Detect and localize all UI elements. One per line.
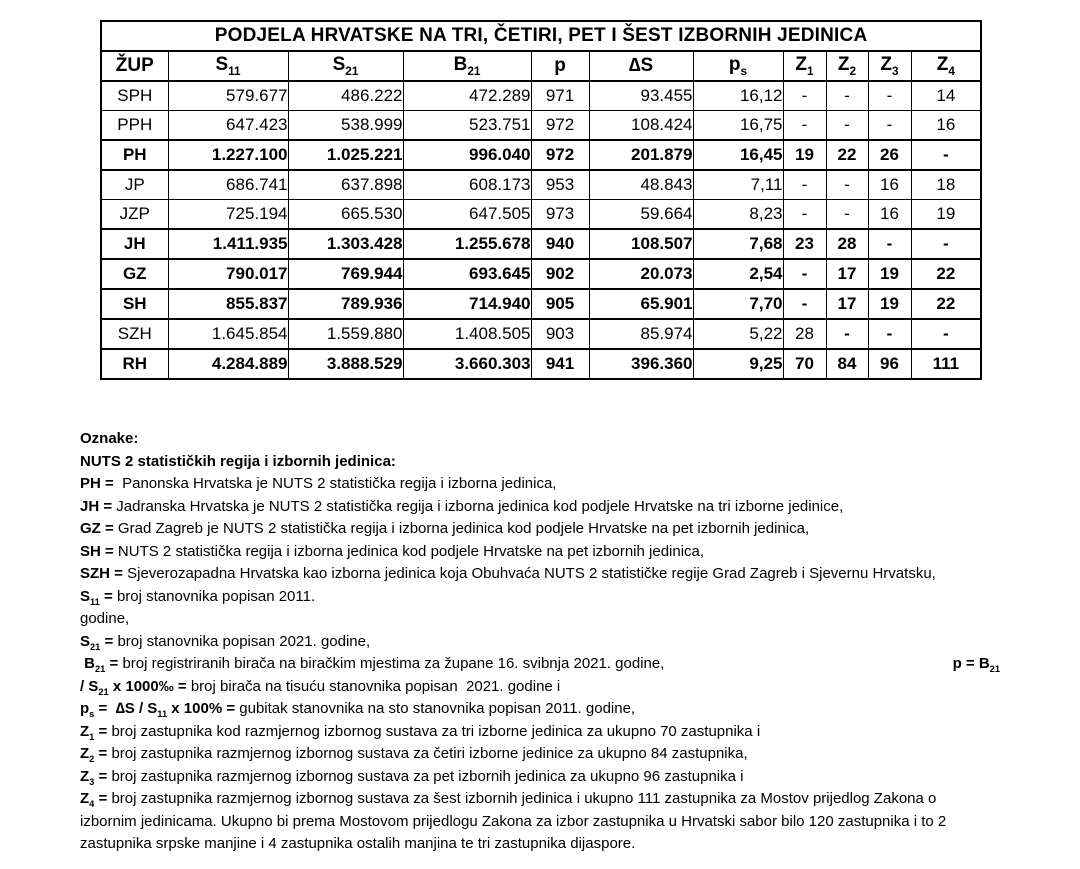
legend-line [80, 608, 1000, 631]
column-header: $S_{21}$ [288, 51, 403, 81]
legend-text: Jadranska Hrvatska je NUTS 2 statistička regija i izborna jedinica kod podjele Hrvatske na tri izborne jedinice, [112, 497, 844, 515]
column-header: $Z_1$ [783, 51, 826, 81]
column-header: $Z_2$ [826, 51, 868, 81]
legend-text: GZ = [80, 520, 114, 537]
column-header: ∆S [589, 51, 693, 81]
data-cell: 855.837 [168, 289, 288, 319]
row-label: GZ [101, 259, 168, 289]
data-cell: - [826, 319, 868, 349]
data-cell: 903 [531, 319, 589, 349]
data-cell: 85.974 [589, 319, 693, 349]
division-table-wrap [100, 20, 982, 380]
data-cell: 971 [531, 81, 589, 111]
data-cell: 996.040 [403, 140, 531, 170]
data-cell: - [783, 81, 826, 111]
legend-text: $Z_1$ = [80, 722, 108, 742]
legend-line [80, 698, 1000, 721]
legend-text: broj zastupnika kod razmjernog izbornog sustava za tri izborne jedinica za ukupno 70 zastupnika i [107, 722, 761, 740]
data-cell: 725.194 [168, 200, 288, 230]
table-row [101, 319, 981, 349]
data-cell: 769.944 [288, 259, 403, 289]
data-cell: 972 [531, 111, 589, 141]
table-row [101, 349, 981, 379]
legend [80, 428, 1000, 856]
data-cell: 1.411.935 [168, 229, 288, 259]
legend-text: $Z_3$ = [80, 767, 108, 787]
data-cell: 789.936 [288, 289, 403, 319]
legend-text: / $S_{21}$ x 1000‰ = [80, 677, 187, 697]
legend-text: Oznake: [80, 430, 139, 447]
legend-text: $p_s = \Delta S / S_{11}$ x 100% = [80, 700, 236, 719]
column-header: $B_{21}$ [403, 51, 531, 81]
legend-text: broj zastupnika razmjernog izbornog sustava za četiri izborne jedinice za ukupno 84 zastupnika, [107, 745, 748, 762]
data-cell: 22 [826, 140, 868, 170]
data-cell: 5,22 [693, 319, 783, 349]
legend-text: broj birača na tisuću stanovnika popisan 2021. godine i [186, 677, 561, 695]
data-cell: 84 [826, 349, 868, 379]
column-header: p [531, 51, 589, 81]
legend-text: izbornim jedinicama. Ukupno bi prema Mostovom prijedlogu Zakona za izbor zastupnika u Hrvatski sabor bilo 120 zastupnika i to 2 [80, 812, 947, 830]
legend-text: $Z_2$ = [80, 745, 108, 764]
data-cell: - [826, 200, 868, 230]
data-cell: 2,54 [693, 259, 783, 289]
legend-line [80, 586, 1000, 609]
data-cell: 17 [826, 259, 868, 289]
row-label: SZH [101, 319, 168, 349]
data-cell: 16,45 [693, 140, 783, 170]
table-row [101, 200, 981, 230]
legend-text: broj stanovnika popisan 2011. [112, 587, 316, 605]
data-cell: 14 [911, 81, 981, 111]
data-cell: - [826, 111, 868, 141]
legend-text: NUTS 2 statistička regija i izborna jedinica kod podjele Hrvatske na pet izbornih jedinica, [113, 542, 705, 560]
data-cell: 20.073 [589, 259, 693, 289]
data-cell: 686.741 [168, 170, 288, 200]
legend-line [80, 451, 1000, 474]
legend-line [80, 743, 1000, 766]
data-cell: 538.999 [288, 111, 403, 141]
column-header: $Z_3$ [868, 51, 911, 81]
legend-text: $S_{21}$ = [80, 632, 114, 652]
legend-text: broj zastupnika razmjernog izbornog sustava za pet izbornih jedinica za ukupno 96 zastupnika i [107, 767, 744, 785]
legend-line [80, 631, 1000, 654]
data-cell: - [868, 81, 911, 111]
legend-line [80, 473, 1000, 496]
data-cell: 8,23 [693, 200, 783, 230]
data-cell: 396.360 [589, 349, 693, 379]
legend-text: broj registriranih birača na biračkim mjestima za župane 16. svibnja 2021. godine, [118, 655, 665, 672]
data-cell: 108.424 [589, 111, 693, 141]
data-cell: 108.507 [589, 229, 693, 259]
row-label: RH [101, 349, 168, 379]
legend-line [80, 676, 1000, 699]
data-cell: 1.408.505 [403, 319, 531, 349]
legend-text: SH = [80, 542, 114, 560]
row-label: PPH [101, 111, 168, 141]
row-label: SPH [101, 81, 168, 111]
legend-line [80, 721, 1000, 744]
row-label: JP [101, 170, 168, 200]
legend-line [80, 653, 1000, 676]
data-cell: 201.879 [589, 140, 693, 170]
data-cell: 1.303.428 [288, 229, 403, 259]
data-cell: - [868, 229, 911, 259]
data-cell: 28 [783, 319, 826, 349]
data-cell: 1.255.678 [403, 229, 531, 259]
data-cell: 19 [911, 200, 981, 230]
column-header: $Z_4$ [911, 51, 981, 81]
legend-text: Sjeverozapadna Hrvatska kao izborna jedinica koja Obuhvaća NUTS 2 statističke regije Grad Zagreb i Sjevernu Hrvatsku, [122, 565, 936, 582]
legend-text: Panonska Hrvatska je NUTS 2 statistička regija i izborna jedinica, [113, 475, 557, 492]
table-row [101, 140, 981, 170]
table-row [101, 289, 981, 319]
row-label: JZP [101, 200, 168, 230]
data-cell: 4.284.889 [168, 349, 288, 379]
legend-text: gubitak stanovnika na sto stanovnika popisan 2011. godine, [235, 700, 636, 717]
data-cell: 1.025.221 [288, 140, 403, 170]
data-cell: 647.505 [403, 200, 531, 230]
legend-line [80, 563, 1000, 586]
data-cell: - [911, 319, 981, 349]
table-row [101, 81, 981, 111]
data-cell: 693.645 [403, 259, 531, 289]
data-cell: 9,25 [693, 349, 783, 379]
data-cell: 65.901 [589, 289, 693, 319]
data-cell: 637.898 [288, 170, 403, 200]
table-row [101, 170, 981, 200]
row-label: JH [101, 229, 168, 259]
data-cell: 1.559.880 [288, 319, 403, 349]
data-cell: - [826, 81, 868, 111]
legend-line [80, 811, 1000, 834]
data-cell: 22 [911, 259, 981, 289]
data-cell: 26 [868, 140, 911, 170]
data-cell: - [783, 111, 826, 141]
legend-text: godine, [80, 610, 130, 627]
table-title: PODJELA HRVATSKE NA TRI, ČETIRI, PET I ŠEST IZBORNIH JEDINICA [101, 21, 981, 51]
data-cell: 16,75 [693, 111, 783, 141]
table-row [101, 229, 981, 259]
legend-text: zastupnika srpske manjine i 4 zastupnika ostalih manjina te tri zastupnika dijaspore. [80, 835, 636, 852]
data-cell: 1.645.854 [168, 319, 288, 349]
data-cell: 647.423 [168, 111, 288, 141]
data-cell: 3.888.529 [288, 349, 403, 379]
column-header: $S_{11}$ [168, 51, 288, 81]
data-cell: 665.530 [288, 200, 403, 230]
data-cell: 19 [783, 140, 826, 170]
data-cell: - [826, 170, 868, 200]
data-cell: 905 [531, 289, 589, 319]
data-cell: 902 [531, 259, 589, 289]
data-cell: 7,11 [693, 170, 783, 200]
data-cell: 3.660.303 [403, 349, 531, 379]
data-cell: 953 [531, 170, 589, 200]
data-cell: 70 [783, 349, 826, 379]
data-cell: 111 [911, 349, 981, 379]
data-cell: 579.677 [168, 81, 288, 111]
data-cell: 16 [911, 111, 981, 141]
data-cell: 7,68 [693, 229, 783, 259]
data-cell: 18 [911, 170, 981, 200]
data-cell: - [868, 319, 911, 349]
legend-line [80, 496, 1000, 519]
election-units-table [100, 20, 982, 380]
data-cell: 22 [911, 289, 981, 319]
data-cell: 17 [826, 289, 868, 319]
row-label: PH [101, 140, 168, 170]
legend-line [80, 833, 1000, 856]
column-header: $p_s$ [693, 51, 783, 81]
legend-line [80, 766, 1000, 789]
data-cell: 940 [531, 229, 589, 259]
legend-text: PH = [80, 475, 114, 492]
data-cell: - [911, 229, 981, 259]
legend-line [80, 518, 1000, 541]
data-cell: 23 [783, 229, 826, 259]
data-cell: 523.751 [403, 111, 531, 141]
data-cell: 19 [868, 259, 911, 289]
table-header-row [101, 51, 981, 81]
row-label: SH [101, 289, 168, 319]
legend-text: $Z_4$ = [80, 790, 108, 809]
legend-text: JH = [80, 497, 113, 515]
data-cell: - [783, 289, 826, 319]
data-cell: 486.222 [288, 81, 403, 111]
data-cell: 790.017 [168, 259, 288, 289]
legend-line [80, 428, 1000, 451]
data-cell: 96 [868, 349, 911, 379]
table-row [101, 259, 981, 289]
legend-text: broj stanovnika popisan 2021. godine, [113, 632, 371, 650]
data-cell: 608.173 [403, 170, 531, 200]
data-cell: 59.664 [589, 200, 693, 230]
data-cell: 7,70 [693, 289, 783, 319]
data-cell: - [783, 200, 826, 230]
data-cell: 16 [868, 170, 911, 200]
data-cell: 714.940 [403, 289, 531, 319]
data-cell: 48.843 [589, 170, 693, 200]
legend-text: $B_{21}$ = [80, 655, 119, 674]
data-cell: 973 [531, 200, 589, 230]
legend-text: $S_{11}$ = [80, 587, 113, 607]
legend-text: Grad Zagreb je NUTS 2 statistička regija i izborna jedinica kod podjele Hrvatske na pet izbornih jedinica, [113, 520, 810, 537]
data-cell: 28 [826, 229, 868, 259]
legend-text: $p = B_{21}$ [952, 655, 1000, 674]
data-cell: - [911, 140, 981, 170]
data-cell: 16,12 [693, 81, 783, 111]
data-cell: 93.455 [589, 81, 693, 111]
data-cell: - [783, 259, 826, 289]
data-cell: - [783, 170, 826, 200]
data-cell: 972 [531, 140, 589, 170]
table-title-row [101, 21, 981, 51]
legend-line [80, 541, 1000, 564]
data-cell: 472.289 [403, 81, 531, 111]
table-row [101, 111, 981, 141]
legend-text: SZH = [80, 565, 123, 582]
data-cell: - [868, 111, 911, 141]
column-header: ŽUP [101, 51, 168, 81]
data-cell: 941 [531, 349, 589, 379]
legend-text: broj zastupnika razmjernog izbornog sustava za šest izbornih jedinica i ukupno 111 zastupnika za Mostov prijedlog Zakona o [107, 790, 937, 807]
data-cell: 16 [868, 200, 911, 230]
data-cell: 1.227.100 [168, 140, 288, 170]
legend-text: NUTS 2 statističkih regija i izbornih jedinica: [80, 452, 396, 470]
data-cell: 19 [868, 289, 911, 319]
legend-line [80, 788, 1000, 811]
